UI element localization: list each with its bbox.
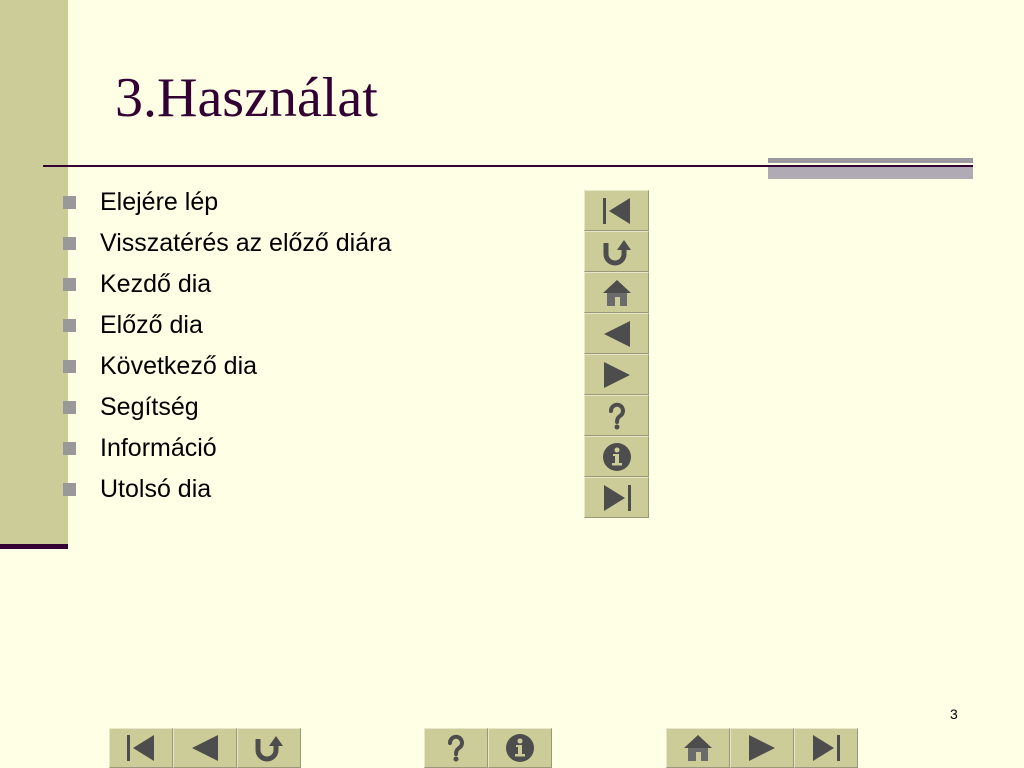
info-icon [600,442,634,472]
previous-button[interactable] [584,313,649,354]
info-button[interactable] [584,436,649,477]
square-bullet-icon [63,278,76,291]
previous-icon [600,319,634,349]
info-icon [503,733,537,763]
list-item [63,305,391,346]
bottom-return-button[interactable] [237,728,301,768]
last-slide-icon [809,733,843,763]
next-icon [600,360,634,390]
home-button[interactable] [584,272,649,313]
bottom-previous-button[interactable] [173,728,237,768]
list-item-label: Utolsó dia [100,475,212,503]
title-decorative-bar [768,158,973,179]
bottom-last-slide-button[interactable] [794,728,858,768]
list-item-label: Visszatérés az előző diára [100,229,392,257]
slide-number: 3 [950,706,958,722]
bottom-home-button[interactable] [666,728,730,768]
square-bullet-icon [63,237,76,250]
slide-title: 3.Használat [115,67,378,129]
first-slide-icon [124,733,158,763]
return-icon [252,733,286,763]
list-item [63,264,391,305]
help-icon [600,401,634,431]
first-slide-button[interactable] [584,190,649,231]
bullet-list [63,182,391,510]
last-slide-button[interactable] [584,477,649,518]
square-bullet-icon [63,483,76,496]
home-icon [681,733,715,763]
square-bullet-icon [63,442,76,455]
list-item-label: Előző dia [100,311,203,339]
left-decorative-band [0,0,68,546]
square-bullet-icon [63,401,76,414]
return-button[interactable] [584,231,649,272]
last-slide-icon [600,483,634,513]
list-item [63,223,391,264]
bottom-next-button[interactable] [730,728,794,768]
square-bullet-icon [63,319,76,332]
action-button-legend [584,190,649,518]
bottom-nav-left [109,728,301,768]
list-item-label: Elejére lép [100,188,219,216]
list-item-label: Segítség [100,393,199,421]
bottom-nav-middle [424,728,552,768]
return-icon [600,237,634,267]
first-slide-icon [600,196,634,226]
list-item [63,428,391,469]
home-icon [600,278,634,308]
bottom-info-button[interactable] [488,728,552,768]
list-item [63,469,391,510]
help-button[interactable] [584,395,649,436]
list-item [63,346,391,387]
previous-icon [188,733,222,763]
square-bullet-icon [63,196,76,209]
list-item [63,182,391,223]
list-item [63,387,391,428]
list-item-label: Információ [100,434,217,462]
list-item-label: Következő dia [100,352,258,380]
next-button[interactable] [584,354,649,395]
left-accent-line [0,544,68,549]
next-icon [745,733,779,763]
help-icon [439,733,473,763]
list-item-label: Kezdő dia [100,270,212,298]
bottom-nav-right [666,728,858,768]
square-bullet-icon [63,360,76,373]
bottom-help-button[interactable] [424,728,488,768]
bottom-first-slide-button[interactable] [109,728,173,768]
